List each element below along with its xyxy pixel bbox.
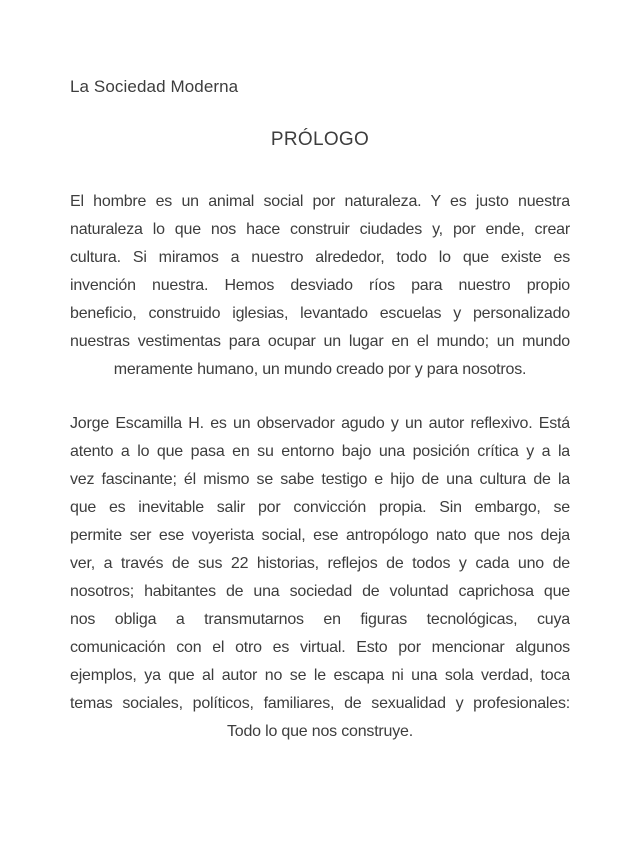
text-line: naturaleza lo que nos hace construir ciudades y, por ende, crear [70, 221, 570, 238]
text-line: El hombre es un animal social por naturaleza. Y es justo nuestra [70, 193, 570, 210]
text-line: nosotros; habitantes de una sociedad de voluntad caprichosa que [70, 583, 570, 600]
text-line: Todo lo que nos construye. [226, 723, 414, 740]
text-line: vez fascinante; él mismo se sabe testigo e hijo de una cultura de la [70, 471, 570, 488]
text-line: meramente humano, un mundo creado por y para nosotros. [113, 361, 527, 378]
text-line: nos obliga a transmutarnos en figuras tecnológicas, cuya [70, 611, 570, 628]
text-line: atento a lo que pasa en su entorno bajo una posición crítica y a la [70, 443, 570, 460]
text-line: comunicación con el otro es virtual. Esto por mencionar algunos [70, 639, 570, 656]
running-header: La Sociedad Moderna [70, 77, 239, 96]
chapter-title: PRÓLOGO [270, 129, 370, 150]
text-line: nuestras vestimentas para ocupar un lugar en el mundo; un mundo [70, 333, 570, 350]
text-line: invención nuestra. Hemos desviado ríos para nuestro propio [70, 277, 570, 294]
prologue-paragraph-2 [70, 410, 570, 746]
text-line: cultura. Si miramos a nuestro alrededor, todo lo que existe es [70, 249, 570, 266]
text-line: beneficio, construido iglesias, levantado escuelas y personalizado [70, 305, 570, 322]
text-line: ejemplos, ya que al autor no se le escapa ni una sola verdad, toca [70, 667, 570, 684]
text-line: permite ser ese voyerista social, ese antropólogo nato que nos deja [70, 527, 570, 544]
text-line: Jorge Escamilla H. es un observador agudo y un autor reflexivo. Está [70, 415, 570, 432]
prologue-paragraph-1 [70, 188, 570, 384]
text-line: que es inevitable salir por convicción propia. Sin embargo, se [70, 499, 570, 516]
text-line: temas sociales, políticos, familiares, de sexualidad y profesionales: [70, 695, 570, 712]
text-line: ver, a través de sus 22 historias, reflejos de todos y cada uno de [70, 555, 570, 572]
